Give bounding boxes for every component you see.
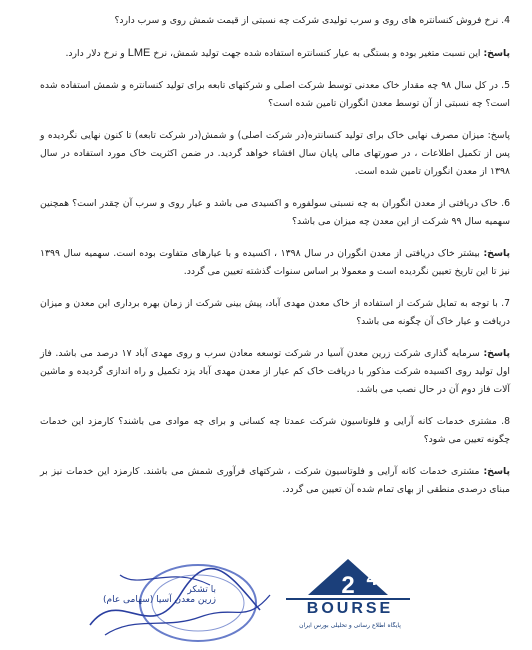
answer-label: پاسخ: [483,466,510,477]
answer-label: پاسخ: [483,348,510,359]
paragraph-gap [40,181,510,195]
qa-text [40,12,510,499]
paragraph-gap [40,113,510,127]
answer [40,245,510,281]
question: 5. در کل سال ۹۸ چه مقدار خاک معدنی توسط شرکت اصلی و شرکتهای تابعه برای تولید کنسانتره و شمش استفاده شده است؟ چه نسبتی از آن توسط معدن انگوران تامین شده است؟ [40,80,510,109]
question: 4. نرخ فروش کنسانتره های روی و سرب تولیدی شرکت چه نسبتی از قیمت شمش روی و سرب دارد؟ [114,15,510,26]
paragraph-gap [40,331,510,345]
lme-term: LME [127,47,151,59]
question: 8. مشتری خدمات کانه آرایی و فلوتاسیون شرکت عمدتا چه کسانی و برای چه موادی می باشند؟ کارمزد این خدمات چگونه تعیین می شود؟ [40,416,510,445]
signature-text [103,585,216,605]
svg-text:2: 2 [341,572,355,599]
answer-label: پاسخ: [483,248,510,259]
question: 7. با توجه به تمایل شرکت از استفاده از خاک معدن مهدی آباد، پیش بینی شرکت از زمان بهره برداری این معدن و میزان دریافت و عیار خاک آن چگونه می باشد؟ [40,298,510,327]
signature-line2: زرین معدن آسیا (سهامی عام) [103,595,216,605]
answer-label: پاسخ: [483,48,510,59]
answer-text: بیشتر خاک دریافتی از معدن انگوران در سال ۱۳۹۸ ، اکسیده و با عیارهای متفاوت بوده است. سهمیه سال ۱۳۹۹ نیز تا این تاریخ تعیین نگردیده است و معمولا بر اساس سنوات گذشته تعیین می گردد. [40,248,510,277]
answer [40,463,510,499]
question: 6. خاک دریافتی از معدن انگوران به چه نسبتی سولفوره و اکسیدی می باشد و عیار روی و سرب آن چقدر است؟ همچنین سهمیه سال ۹۹ شرکت از این معدن چه میزان می باشد؟ [40,198,510,227]
logo-brand: BOURSE [306,600,394,617]
answer: پاسخ: میزان مصرف نهایی خاک برای تولید کنسانتره(در شرکت اصلی) و شمش(در شرکت تابعه) تا کنون نهایی نگردیده و پس از تکمیل اطلاعات ، در صورتهای مالی پایان سال افشاء خواهد گردید. در ضمن اکثریت خاک مورد استفاده در سال ۱۳۹۸ از معدن انگوران تامین شده است. [40,130,510,177]
answer [40,44,510,63]
paragraph-gap [40,63,510,77]
paragraph-gap [40,399,510,413]
logo-subtitle: پایگاه اطلاع رسانی و تحلیلی بورس ایران [299,622,401,629]
paragraph-gap [40,281,510,295]
paragraph-gap [40,231,510,245]
signature-area [0,545,532,650]
signature-line1: با تشکر [187,585,216,595]
answer-text: مشتری خدمات کانه آرایی و فلوتاسیون شرکت ، شرکتهای فرآوری شمش می باشند. کارمزد این خدمات نیز بر مبنای درصدی منطقی از بهای تمام شده آن تعیین می گردد. [40,466,510,495]
answer-text: این نسبت متغیر بوده و بستگی به عیار کنسانتره استفاده شده جهت تولید شمش، نرخ [150,48,484,59]
answer [40,345,510,399]
svg-text:4: 4 [366,568,378,590]
answer-text-end: و نرخ دلار دارد. [65,48,128,59]
paragraph-gap [40,449,510,463]
paragraph-gap [40,30,510,44]
answer-text: سرمایه گذاری شرکت زرین معدن آسیا در شرکت توسعه معادن سرب و روی مهدی آباد ۱۷ درصد می باشد. فاز اول تولید روی اکسیده شرکت مذکور با دریافت خاک کم عیار از معدن مهدی آباد یزد تکمیل و راه اندازی گردیده و ماشین آلات فاز دوم آن در حال نصب می باشد. [40,348,510,395]
